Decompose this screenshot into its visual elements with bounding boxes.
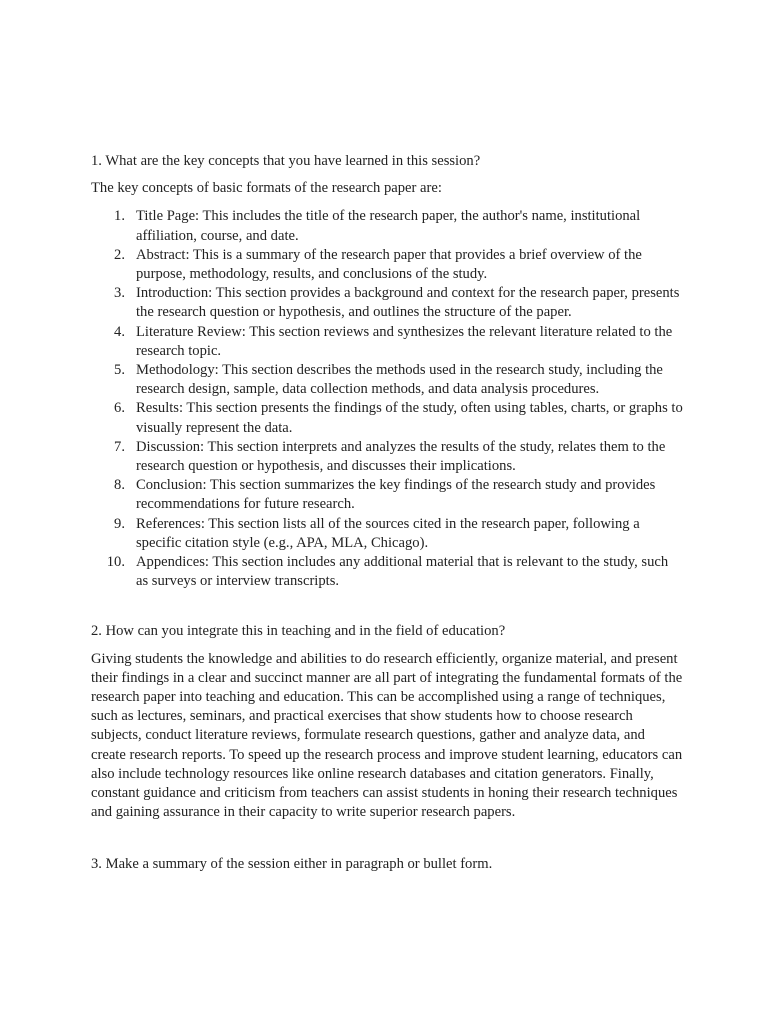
list-item-text: Introduction: This section provides a background and context for the research paper, presents the research question or hypothesis, and outlines the structure of the paper.: [136, 285, 680, 321]
list-item-number: 1.: [114, 208, 125, 225]
list-item-number: 2.: [114, 246, 125, 263]
list-item-text: References: This section lists all of the sources cited in the research paper, following a specific citation style (e.g., APA, MLA, Chicago).: [136, 515, 640, 551]
list-item: [91, 438, 683, 476]
section-spacer: [91, 823, 683, 855]
list-item-text: Abstract: This is a summary of the research paper that provides a brief overview of the purpose, methodology, results, and conclusions of the study.: [136, 246, 642, 283]
list-item-number: 6.: [114, 400, 125, 417]
list-item: [91, 399, 683, 437]
section-spacer: [91, 591, 683, 622]
list-item-number: 3.: [114, 285, 125, 302]
list-item: [91, 476, 683, 514]
list-item: [91, 553, 683, 591]
list-item: [91, 361, 683, 399]
list-item-number: 7.: [114, 438, 125, 455]
list-item-number: 9.: [114, 515, 125, 532]
key-concepts-intro: The key concepts of basic formats of the research paper are:: [91, 180, 442, 197]
document-page: [91, 152, 683, 874]
key-concepts-list: [91, 207, 683, 591]
list-item-number: 5.: [114, 362, 125, 379]
list-item-text: Methodology: This section describes the methods used in the research study, including the research design, sample, data collection methods, and data analysis procedures.: [136, 362, 663, 398]
question-3: 3. Make a summary of the session either in paragraph or bullet form.: [91, 855, 493, 872]
list-item-number: 10.: [106, 554, 125, 571]
list-item: [91, 323, 683, 361]
list-item: [91, 284, 683, 322]
list-item-text: Appendices: This section includes any additional material that is relevant to the study, such as surveys or interview transcripts.: [136, 554, 669, 590]
list-item-text: Conclusion: This section summarizes the key findings of the research study and provides recommendations for future research.: [136, 477, 656, 513]
integration-answer: Giving students the knowledge and abilities to do research efficiently, organize material, and present their findings in a clear and succinct manner are all part of integrating the fundamental formats of the research paper into teaching and education. This can be accomplished using a range of techniques, such as lectures, seminars, and practical exercises that show students how to choose research subjects, conduct literature reviews, formulate research questions, gather and analyze data, and create research reports. To speed up the research process and improve student learning, educators can also include technology resources like online research databases and citation generators. Finally, constant guidance and criticism from teachers can assist students in honing their research techniques and gaining assurance in their capacity to write superior research papers.: [91, 650, 683, 821]
list-item-number: 8.: [114, 477, 125, 494]
list-item: [91, 207, 683, 245]
list-item-number: 4.: [114, 323, 125, 340]
question-1: 1. What are the key concepts that you have learned in this session?: [91, 153, 481, 169]
list-item-text: Discussion: This section interprets and analyzes the results of the study, relates them to the research question or hypothesis, and discusses their implications.: [136, 438, 666, 475]
list-item: [91, 246, 683, 284]
list-item-text: Literature Review: This section reviews and synthesizes the relevant literature related to the research topic.: [136, 323, 673, 359]
list-item-text: Title Page: This includes the title of the research paper, the author's name, institutional affiliation, course, and date.: [136, 208, 641, 244]
list-item-text: Results: This section presents the findings of the study, often using tables, charts, or graphs to visually represent the data.: [136, 400, 683, 436]
question-2: 2. How can you integrate this in teaching and in the field of education?: [91, 623, 506, 640]
list-item: [91, 515, 683, 553]
